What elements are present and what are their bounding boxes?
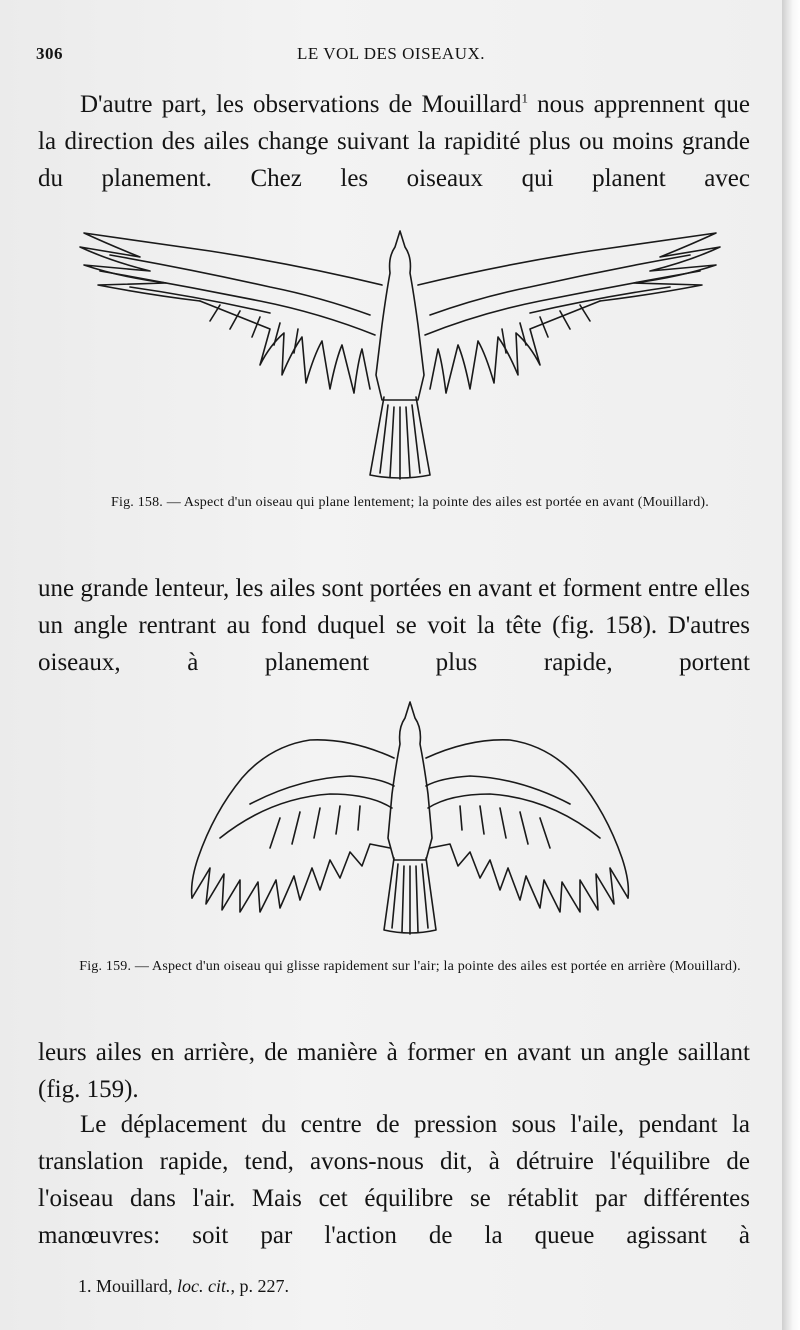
figure-158-caption: Fig. 158. — Aspect d'un oiseau qui plane lentement; la pointe des ailes est portée en avant (Mouillard). xyxy=(111,495,709,510)
page-number: 306 xyxy=(36,44,63,63)
footnote-author: Mouillard, xyxy=(96,1276,173,1296)
page-header xyxy=(36,44,746,68)
footnote-ref: 1 xyxy=(521,90,528,106)
figure-159-caption: Fig. 159. — Aspect d'un oiseau qui glisse rapidement sur l'air; la pointe des ailes est portée en arrière (Mouillard). xyxy=(79,959,741,974)
page-edge xyxy=(782,0,800,1330)
figure-158-bird-illustration xyxy=(70,225,730,487)
figure-159-bird-illustration xyxy=(180,698,640,938)
paragraph-1-text: D'autre part, les observations de Mouillard xyxy=(80,91,522,118)
paragraph-3: leurs ailes en arrière, de manière à former en avant un angle saillant (fig. 159). xyxy=(38,1039,750,1103)
footnote-ref: loc. cit. xyxy=(177,1276,231,1296)
paragraph-1-text-2: nous apprennent que la direction des ailes change suivant la rapidité plus ou moins grande du planement. Chez les oiseaux qui planent avec xyxy=(38,91,750,192)
running-title: LE VOL DES OISEAUX. xyxy=(297,44,485,63)
paragraph-4: Le déplacement du centre de pression sous l'aile, pendant la translation rapide, tend, avons-nous dit, à détruire l'équilibre de l'oiseau dans l'air. Mais cet équilibre se rétablit par différentes manœuvres: soit par l'action de la queue agissant à xyxy=(38,1111,750,1249)
footnote-rest: , p. 227. xyxy=(230,1276,289,1296)
paragraph-1 xyxy=(38,86,750,197)
footnote-number: 1. xyxy=(78,1276,92,1296)
paragraph-2: une grande lenteur, les ailes sont portées en avant et forment entre elles un angle rentrant au fond duquel se voit la tête (fig. 158). D'autres oiseaux, à planement plus rapide, portent xyxy=(38,575,750,676)
footnote xyxy=(78,1276,289,1297)
